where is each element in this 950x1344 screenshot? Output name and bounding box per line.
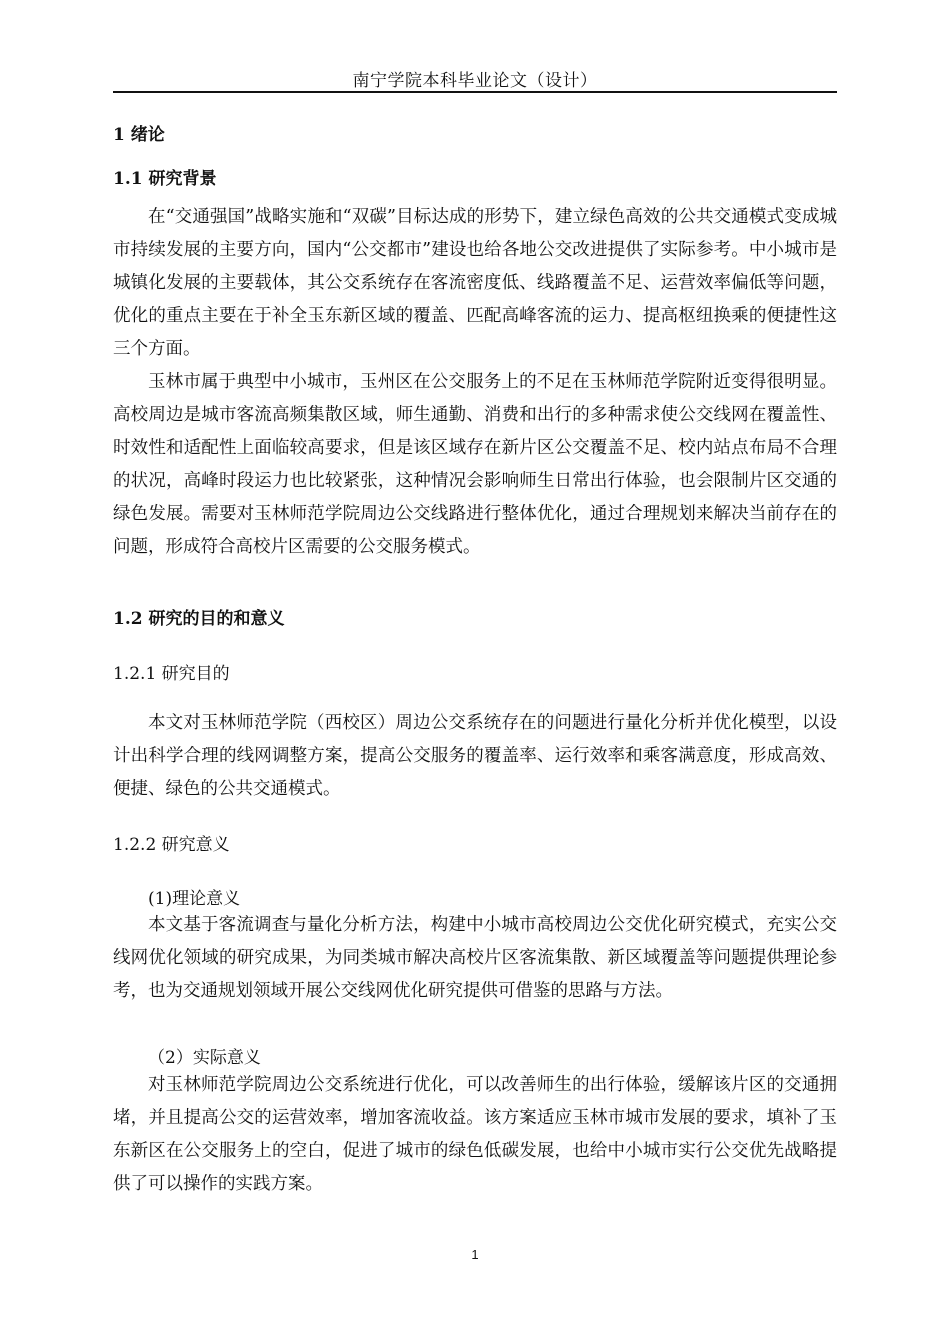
theory-significance-label: (1)理论意义 <box>148 889 241 909</box>
paragraph-practical-significance: 对玉林师范学院周边公交系统进行优化，可以改善师生的出行体验，缓解该片区的交通拥堵，并且提高公交的运营效率，增加客流收益。该方案适应玉林市城市发展的要求，填补了玉东新区在公交服务上的空白，促进了城市的绿色低碳发展，也给中小城市实行公交优先战略提供了可以操作的实践方案。 <box>113 1075 837 1194</box>
chapter-heading: 1 绪论 <box>113 125 165 145</box>
page-header-title: 南宁学院本科毕业论文（设计） <box>352 71 598 91</box>
section-heading-purpose-significance: 1.2 研究的目的和意义 <box>113 609 285 629</box>
paragraph-background-2: 玉林市属于典型中小城市，玉州区在公交服务上的不足在玉林师范学院附近变得很明显。高校周边是城市客流高频集散区域，师生通勤、消费和出行的多种需求使公交线网在覆盖性、时效性和适配性上面临较高要求，但是该区域存在新片区公交覆盖不足、校内站点布局不合理的状况，高峰时段运力也比较紧张，这种情况会影响师生日常出行体验，也会限制片区交通的绿色发展。需要对玉林师范学院周边公交线路进行整体优化，通过合理规划来解决当前存在的问题，形成符合高校片区需要的公交服务模式。 <box>113 372 837 557</box>
paragraph-background-1: 在“交通强国”战略实施和“双碳”目标达成的形势下，建立绿色高效的公共交通模式变成城市持续发展的主要方向，国内“公交都市”建设也给各地公交改进提供了实际参考。中小城市是城镇化发展的主要载体，其公交系统存在客流密度低、线路覆盖不足、运营效率偏低等问题，优化的重点主要在于补全玉东新区域的覆盖、匹配高峰客流的运力、提高枢纽换乘的便捷性这三个方面。 <box>113 207 837 359</box>
paragraph-theory-significance: 本文基于客流调查与量化分析方法，构建中小城市高校周边公交优化研究模式，充实公交线网优化领域的研究成果，为同类城市解决高校片区客流集散、新区域覆盖等问题提供理论参考，也为交通规划领域开展公交线网优化研究提供可借鉴的思路与方法。 <box>113 915 837 1001</box>
subsection-heading-significance: 1.2.2 研究意义 <box>113 835 230 855</box>
subsection-heading-purpose: 1.2.1 研究目的 <box>113 664 230 684</box>
section-heading-research-background: 1.1 研究背景 <box>113 169 217 189</box>
practical-significance-label: （2）实际意义 <box>148 1048 261 1068</box>
paragraph-purpose: 本文对玉林师范学院（西校区）周边公交系统存在的问题进行量化分析并优化模型，以设计出科学合理的线网调整方案，提高公交服务的覆盖率、运行效率和乘客满意度，形成高效、便捷、绿色的公共交通模式。 <box>113 713 837 799</box>
page-number: 1 <box>471 1247 479 1262</box>
header-divider <box>113 91 837 93</box>
